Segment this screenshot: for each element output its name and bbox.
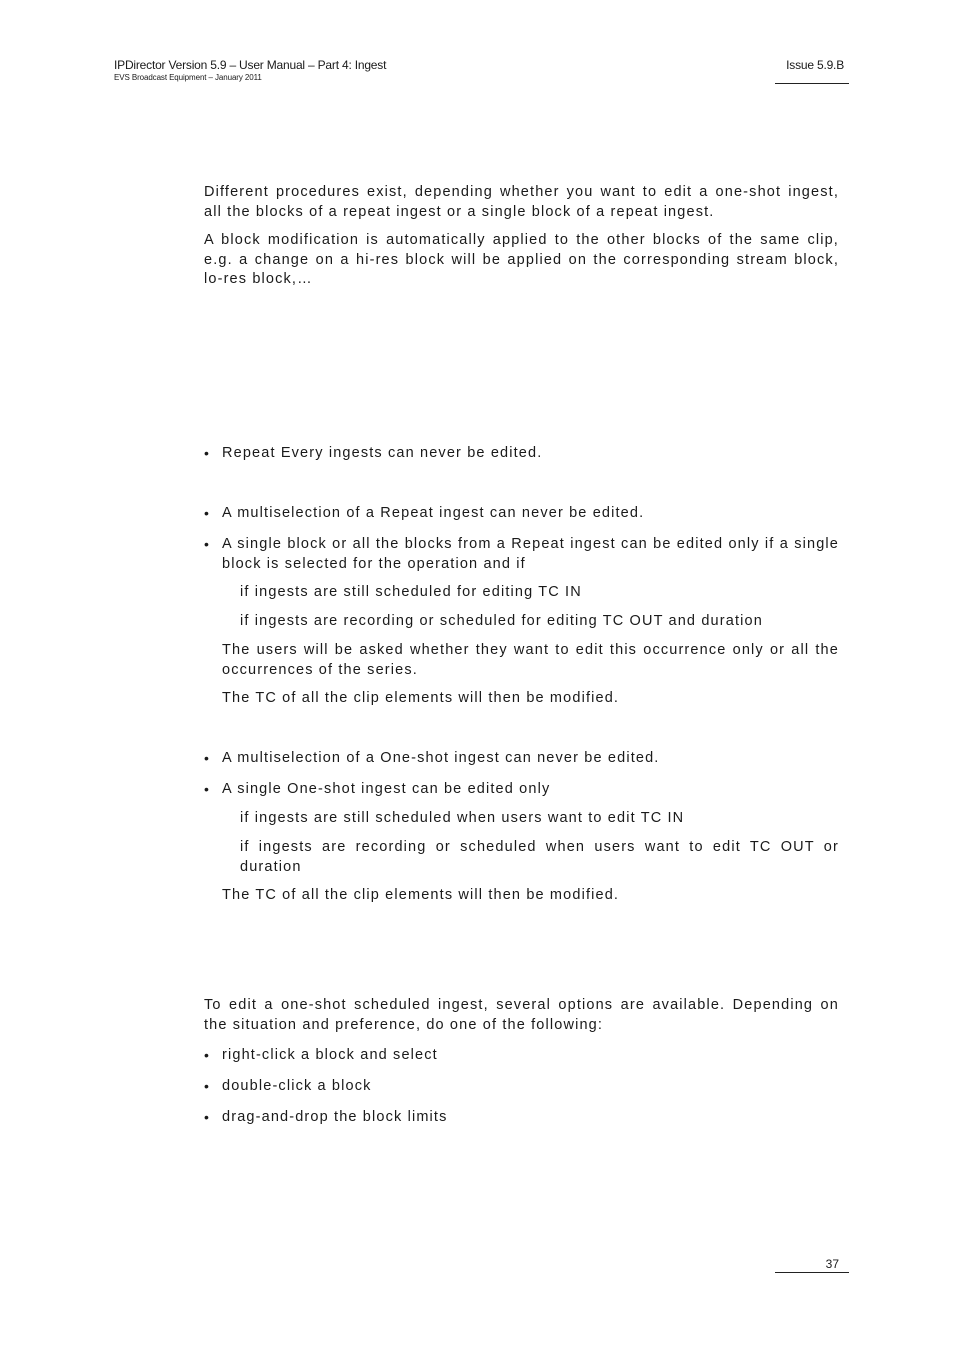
list-item: • A single One-shot ingest can be edited only (204, 780, 839, 800)
note-text: The TC of all the clip elements will then be modified. (222, 887, 620, 903)
condition-text: if ingests are still scheduled for editing TC IN (240, 584, 582, 600)
condition-text: if ingests are still scheduled when users want to edit TC IN (240, 810, 685, 826)
condition-text: if ingests are recording or scheduled for editing TC OUT and duration (240, 613, 763, 629)
bullet-icon: • (204, 536, 211, 552)
list-item: • A multiselection of a Repeat ingest can never be edited. (204, 504, 839, 524)
bullet-icon: • (204, 445, 211, 461)
header-rule (775, 83, 849, 84)
bullet-icon: • (204, 750, 211, 766)
list-item: • A multiselection of a One-shot ingest can never be edited. (204, 749, 839, 769)
list-item: • drag-and-drop the block limits (204, 1108, 839, 1128)
page-number: 37 (825, 1257, 839, 1271)
list-item: • Repeat Every ingests can never be edited. (204, 444, 839, 464)
issue-label: Issue 5.9.B (786, 58, 844, 72)
document-subtitle: EVS Broadcast Equipment – January 2011 (114, 73, 262, 82)
bullet-icon: • (204, 1109, 211, 1125)
list-item: • right-click a block and select (204, 1046, 839, 1066)
bullet-icon: • (204, 781, 211, 797)
document-title: IPDirector Version 5.9 – User Manual – Part 4: Ingest (114, 58, 387, 72)
list-item: • double-click a block (204, 1077, 839, 1097)
bullet-icon: • (204, 1047, 211, 1063)
intro-paragraph-1: Different procedures exist, depending whether you want to edit a one-shot ingest, all the blocks of a repeat ingest or a single block of a repeat ingest. (204, 184, 839, 220)
condition-text: if ingests are recording or scheduled when users want to edit TC OUT or duration (240, 839, 839, 875)
intro-paragraph-2: A block modification is automatically applied to the other blocks of the same clip, e.g. a change on a hi-res block will be applied on the corresponding stream block, lo-res block,… (204, 232, 839, 287)
bullet-icon: • (204, 1078, 211, 1094)
footer-rule (775, 1272, 849, 1273)
list-item: • A single block or all the blocks from a Repeat ingest can be edited only if a single block is selected for the operation and if (204, 536, 839, 572)
howto-paragraph: To edit a one-shot scheduled ingest, several options are available. Depending on the situation and preference, do one of the following: (204, 997, 839, 1033)
note-text: The users will be asked whether they want to edit this occurrence only or all the occurrences of the series. (222, 642, 839, 678)
bullet-icon: • (204, 505, 211, 521)
note-text: The TC of all the clip elements will then be modified. (222, 690, 620, 706)
page-header (114, 58, 386, 83)
